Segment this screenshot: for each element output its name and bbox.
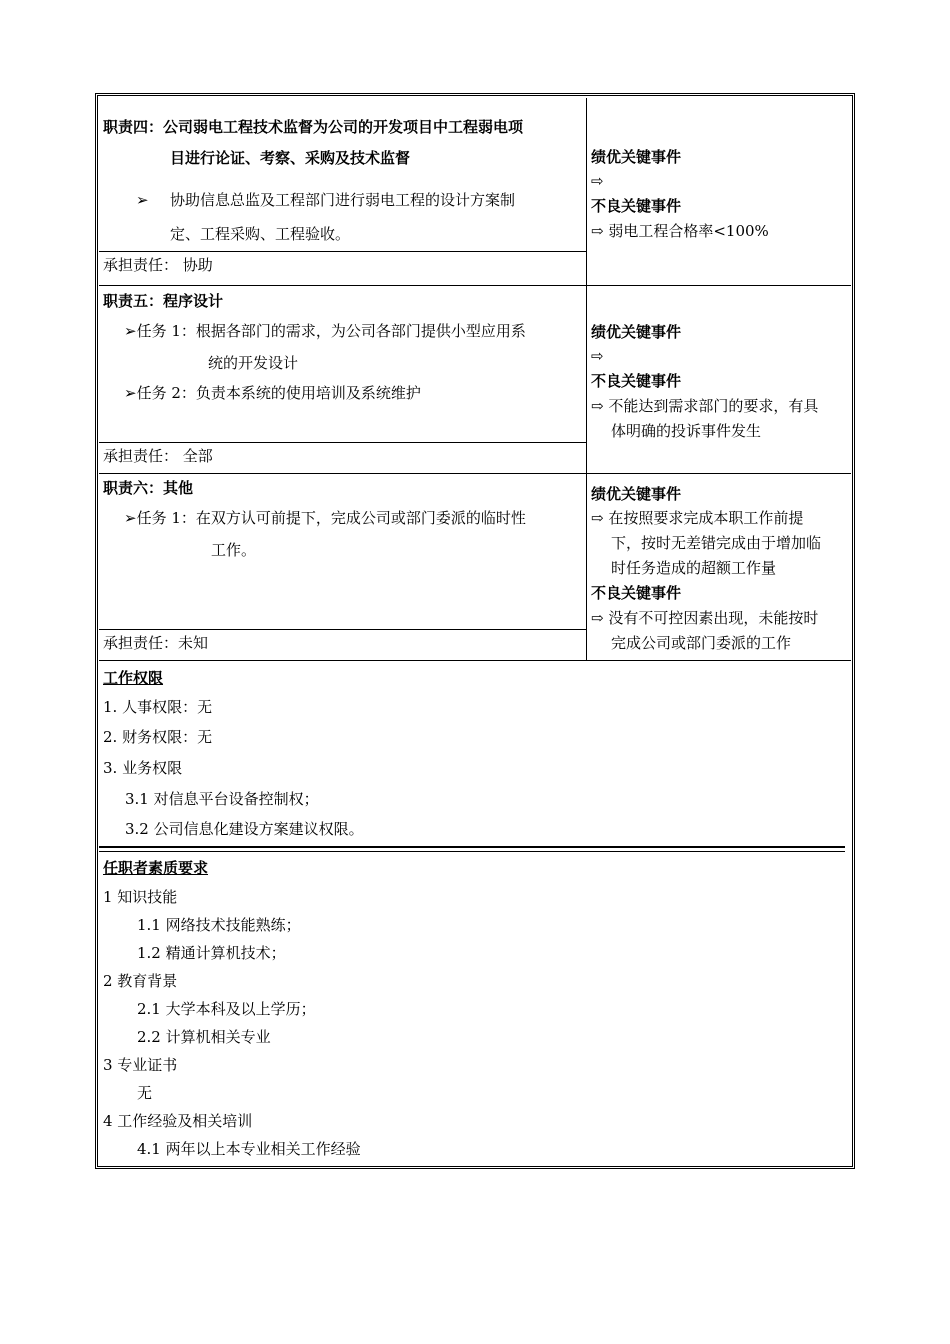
duty4-title: 职责四：公司弱电工程技术监督为公司的开发项目中工程弱电项 (103, 118, 524, 136)
authority-item: 2. 财务权限：无 (103, 728, 213, 746)
qualification-item: 4.1 两年以上本专业相关工作经验 (137, 1140, 361, 1158)
authority-item: 3. 业务权限 (103, 759, 183, 777)
row-divider (99, 285, 851, 286)
duty4-good-label: 绩优关键事件 (591, 148, 682, 166)
duty5-task2: ➢任务 2：负责本系统的使用培训及系统维护 (124, 384, 421, 402)
row-divider (99, 473, 851, 474)
duty5-bad-label: 不良关键事件 (591, 372, 682, 390)
qualification-item: 无 (137, 1084, 153, 1102)
duty4-title-cont: 目进行论证、考察、采购及技术监督 (170, 149, 411, 167)
duty5-good-label: 绩优关键事件 (591, 323, 682, 341)
row-divider (99, 660, 851, 661)
duty4-task-line2: 定、工程采购、工程验收。 (170, 225, 351, 243)
qualification-item: 2.1 大学本科及以上学历； (137, 1000, 316, 1018)
row-divider (99, 251, 586, 252)
duty4-bad-item: ⇨ 弱电工程合格率<100% (591, 222, 769, 240)
duty4-bad-label: 不良关键事件 (591, 197, 682, 215)
duty5-bad-item-line2: 体明确的投诉事件发生 (611, 422, 762, 440)
qualification-item: 1.1 网络技术技能熟练； (137, 916, 301, 934)
duty4-task-line1: 协助信息总监及工程部门进行弱电工程的设计方案制 (170, 191, 516, 209)
qualification-item: 4 工作经验及相关培训 (103, 1112, 253, 1130)
duty4-good-item: ⇨ (591, 172, 604, 190)
authority-item: 3.1 对信息平台设备控制权； (125, 790, 319, 808)
duty6-responsibility: 承担责任：未知 (103, 634, 209, 652)
qualification-item: 1.2 精通计算机技术； (137, 944, 286, 962)
duty4-responsibility: 承担责任： 协助 (103, 256, 213, 274)
duty6-bad-line1: ⇨ 没有不可控因素出现，未能按时 (591, 609, 819, 627)
duty5-title: 职责五：程序设计 (103, 292, 224, 310)
column-divider (586, 98, 587, 660)
duty6-good-label: 绩优关键事件 (591, 485, 682, 503)
qualification-item: 3 专业证书 (103, 1056, 178, 1074)
duty6-good-line1: ⇨ 在按照要求完成本职工作前提 (591, 509, 804, 527)
duty6-bad-label: 不良关键事件 (591, 584, 682, 602)
authority-item: 1. 人事权限：无 (103, 698, 213, 716)
bullet-icon: ➢ (136, 191, 149, 209)
duty6-task1-line1: ➢任务 1：在双方认可前提下，完成公司或部门委派的临时性 (124, 509, 526, 527)
qualification-item: 2.2 计算机相关专业 (137, 1028, 271, 1046)
qualifications-heading: 任职者素质要求 (103, 859, 209, 877)
authority-item: 3.2 公司信息化建设方案建议权限。 (125, 820, 364, 838)
row-divider (99, 629, 586, 630)
duty6-bad-line2: 完成公司或部门委派的工作 (611, 634, 792, 652)
duty6-task1-line2: 工作。 (211, 541, 257, 559)
duty5-task1-line1: ➢任务 1：根据各部门的需求，为公司各部门提供小型应用系 (124, 322, 526, 340)
duty6-good-line3: 时任务造成的超额工作量 (611, 559, 777, 577)
duty6-title: 职责六：其他 (103, 479, 194, 497)
duty5-bad-item-line1: ⇨ 不能达到需求部门的要求，有具 (591, 397, 819, 415)
duty6-good-line2: 下，按时无差错完成由于增加临 (611, 534, 822, 552)
qualification-item: 1 知识技能 (103, 888, 178, 906)
row-divider (99, 442, 586, 443)
duty5-good-item: ⇨ (591, 347, 604, 365)
authority-heading: 工作权限 (103, 669, 164, 687)
section-divider (99, 846, 845, 852)
qualification-item: 2 教育背景 (103, 972, 178, 990)
duty5-responsibility: 承担责任： 全部 (103, 447, 213, 465)
duty5-task1-line2: 统的开发设计 (208, 354, 299, 372)
